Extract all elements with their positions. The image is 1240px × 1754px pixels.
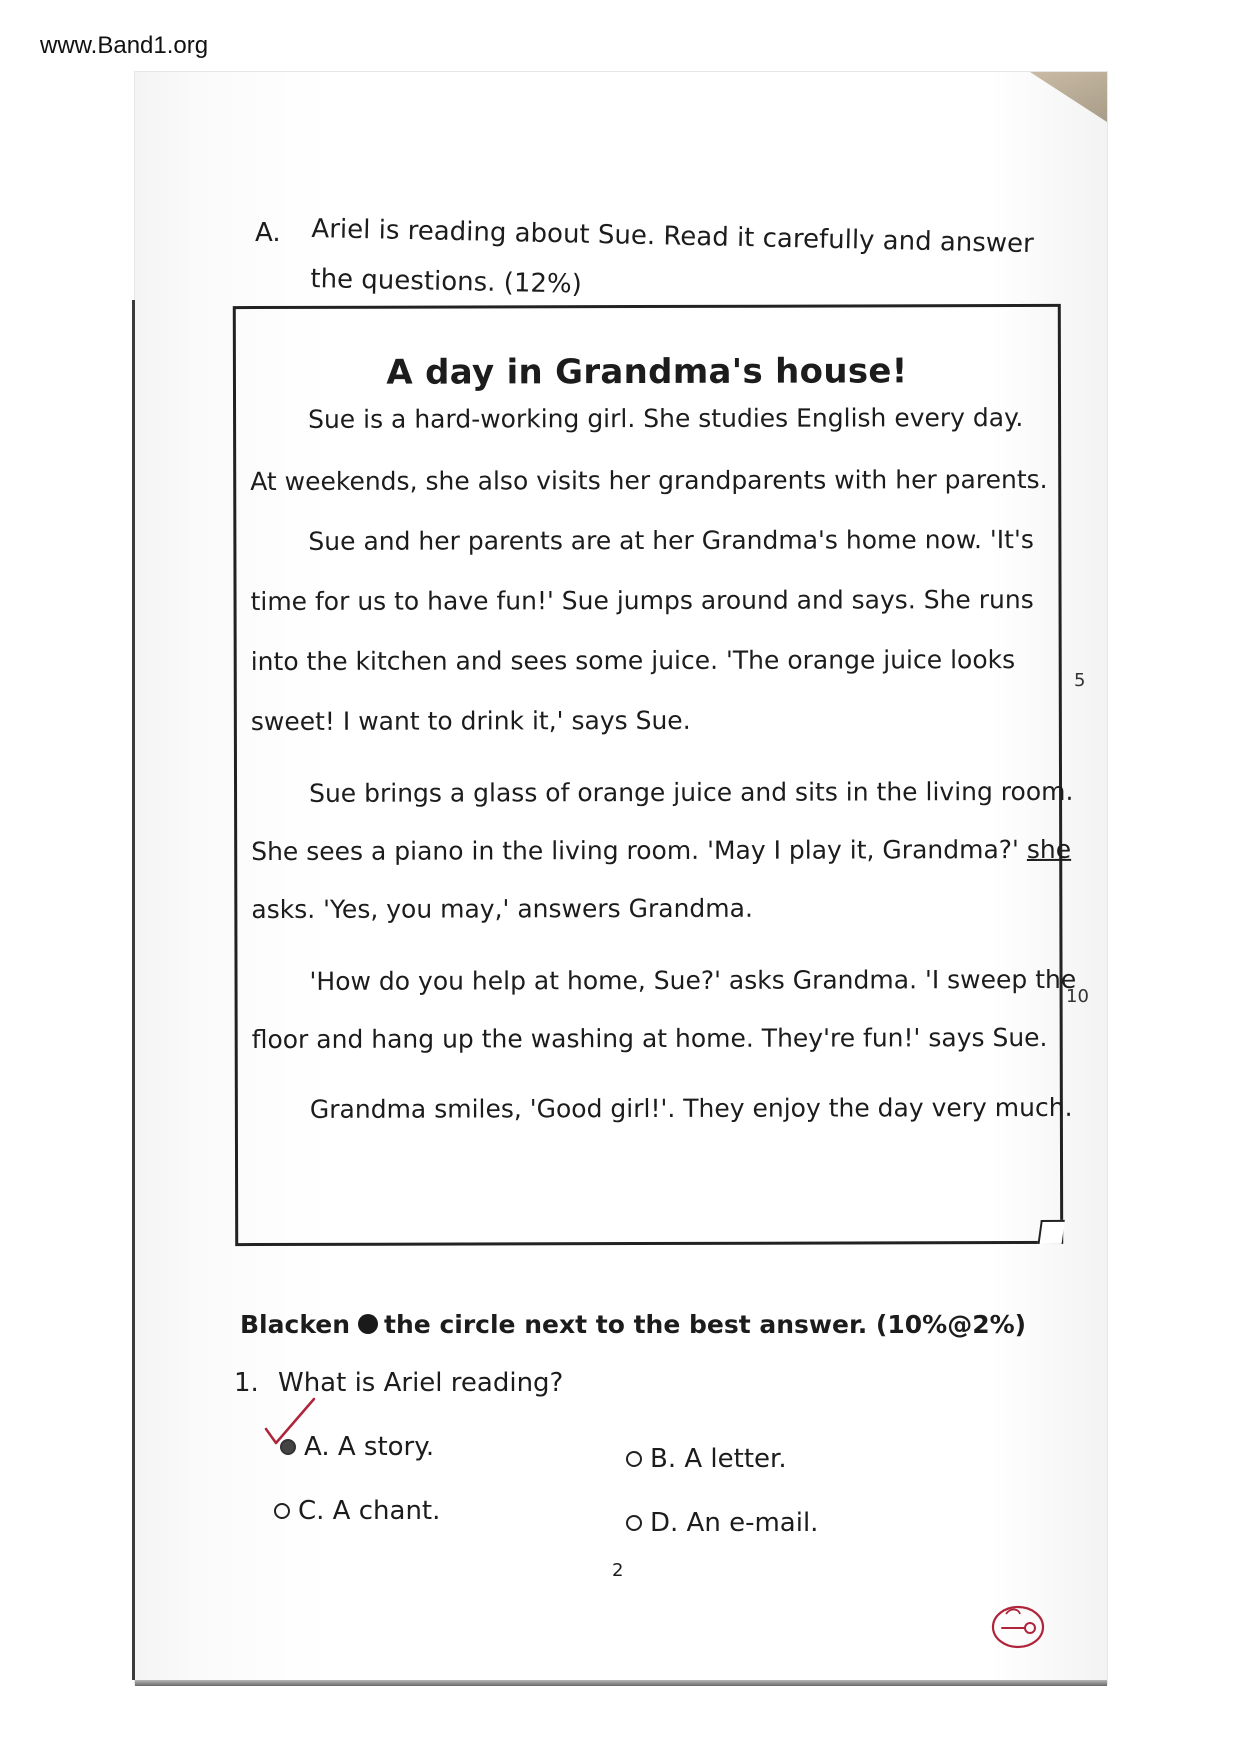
story-line: Sue brings a glass of orange juice and sits in the living room. bbox=[309, 776, 1074, 808]
story-line: 'How do you help at home, Sue?' asks Grandma. 'I sweep the bbox=[309, 964, 1077, 996]
box-corner-fold bbox=[1038, 1220, 1065, 1244]
radio-empty-icon[interactable] bbox=[626, 1451, 642, 1467]
story-box bbox=[233, 304, 1077, 1246]
direction-word: Blacken bbox=[240, 1310, 351, 1339]
story-line: time for us to have fun!' Sue jumps around and says. She runs bbox=[250, 584, 1034, 617]
teacher-tick-icon bbox=[262, 1395, 322, 1455]
direction-text: the circle next to the best answer. (10%@2%) bbox=[384, 1310, 1027, 1339]
story-line-text: She sees a piano in the living room. 'May I play it, Grandma?' bbox=[251, 835, 1019, 867]
question-text: What is Ariel reading? bbox=[278, 1368, 564, 1398]
story-line: Grandma smiles, 'Good girl!'. They enjoy the day very much. bbox=[309, 1092, 1073, 1124]
radio-empty-icon[interactable] bbox=[626, 1515, 642, 1531]
score-circle-icon bbox=[990, 1600, 1046, 1650]
page-number: 2 bbox=[612, 1560, 624, 1581]
line-number-10: 10 bbox=[1066, 986, 1089, 1007]
option-label: C. A chant. bbox=[298, 1496, 441, 1526]
story-line: floor and hang up the washing at home. They're fun!' says Sue. bbox=[251, 1022, 1048, 1055]
option-b[interactable] bbox=[626, 1444, 787, 1474]
story-title: A day in Grandma's house! bbox=[386, 351, 908, 393]
option-label: D. An e-mail. bbox=[650, 1508, 819, 1538]
question-1 bbox=[234, 1368, 563, 1398]
story-line: into the kitchen and sees some juice. 'The orange juice looks bbox=[250, 645, 1016, 677]
option-c[interactable] bbox=[274, 1496, 440, 1526]
page-edge-left bbox=[132, 300, 135, 1680]
section-letter: A. bbox=[255, 218, 281, 248]
story-line: sweet! I want to drink it,' says Sue. bbox=[250, 705, 691, 737]
page-edge-bottom bbox=[135, 1680, 1107, 1686]
radio-empty-icon[interactable] bbox=[274, 1503, 290, 1519]
story-line: At weekends, she also visits her grandparents with her parents. bbox=[250, 464, 1048, 497]
story-line: Sue and her parents are at her Grandma's home now. 'It's bbox=[308, 524, 1034, 556]
story-line bbox=[251, 835, 1071, 866]
question-number: 1. bbox=[234, 1368, 259, 1398]
story-line: Sue is a hard-working girl. She studies English every day. bbox=[308, 403, 1024, 434]
answer-direction bbox=[240, 1310, 1026, 1339]
underlined-pronoun: she bbox=[1026, 834, 1072, 865]
option-d[interactable] bbox=[626, 1508, 818, 1538]
story-line: asks. 'Yes, you may,' answers Grandma. bbox=[251, 893, 753, 925]
option-label: B. A letter. bbox=[650, 1444, 787, 1474]
option-label: A. A story. bbox=[304, 1432, 435, 1462]
site-url[interactable]: www.Band1.org bbox=[40, 32, 209, 59]
section-instruction: Ariel is reading about Sue. Read it carefully and answer the questions. (12%) bbox=[310, 213, 1035, 300]
line-number-5: 5 bbox=[1074, 670, 1086, 691]
filled-circle-icon bbox=[358, 1314, 378, 1334]
